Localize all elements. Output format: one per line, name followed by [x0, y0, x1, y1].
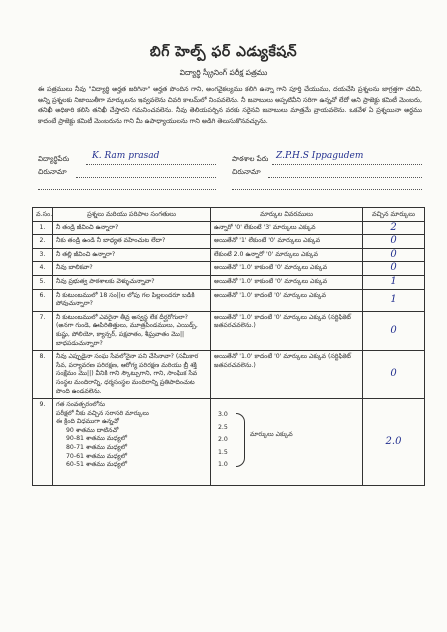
student-name-label: విద్యార్థిపేరు — [38, 155, 70, 163]
row-number: 8. — [33, 351, 53, 399]
student-name-value: K. Ram prasad — [92, 151, 160, 161]
row-number: 5. — [33, 275, 53, 289]
row-marks-rule: అయితేనో '1' లేకుంటే '0' మార్కులు ఎక్కువ — [211, 235, 363, 249]
row-number: 3. — [33, 248, 53, 262]
grade-scale-value: 1.5 — [218, 448, 228, 456]
row-question: నీ కుటుంబములో ఎవరైనా తీవ్ర అస్వస్థ లేక దీర్ఘరోగులా? (అనగా గుండె, ఊపిరితిత్తులు, మూత్రపిండములు, ఎయిడ్స్, కుష్టు, పోలియో, క్యాన్సర్, పక్షవాతం, శీఘ్రవాతం మొ|| బాధపడుచున్నారా? — [53, 311, 211, 350]
address-label-right: చిరునామా — [232, 168, 261, 176]
row-number: 1. — [33, 221, 53, 235]
row-answer: 0 — [363, 235, 425, 249]
grade-marks-label: మార్కులు ఎక్కువ — [250, 431, 293, 439]
row-question: నీ తల్లి జీవించి ఉన్నారా? — [53, 248, 211, 262]
address-line-left-1 — [76, 177, 216, 178]
intro-paragraph: ఈ పత్రములు నీవు "విద్యార్థి అర్హత జరిగినా" అర్హత పొందిన గాని, అంగవైకల్యము కలిగి ఉన్నా గాని పూర్తి చేయుము, దయచేసి ప్రశ్నలను జాగ్రత్తగా చదివి, అన్ని ప్రశ్నలకు నిజాయితీగా మార్కులను ఇవ్వవలెను చివరి కాలమ్‌లో నింపవలెను. నీ జవాబులు అప్పటివీని సరిగా ఉన్నవో లేదో అని ప్రాజెక్టు కమిటీ మెంబరు, తనిఖీ అధికారి కలిసి తనిఖీ చేస్తారని గమనించవలెను. నీవు తెలియపర్చిన వరకు సరైనవి జవాబులు మాత్రమే వ్రాయవలెను. ఒకవేళ ఏ ప్రశ్నయినా అర్థము కాదంటే ప్రాజెక్టు కమిటీ మెంబరును గాని మీ ఉపాధ్యాయులను గాని అడిగి తెలుసుకొనవచ్చును. — [38, 85, 422, 125]
address-line-right-2 — [232, 189, 422, 190]
row-marks-rule: అయితేనో '1.0' కాదంటే '0' మార్కులు ఎక్కువ (సర్టిఫికెట్ జతపరచవలెను.) — [211, 351, 363, 399]
address-line-right-1 — [268, 177, 422, 178]
row-question: నీ కుటుంబములో 18 సం||ల లోపు గల పిల్లలందరూ బడికి పోవుచున్నారా? — [53, 289, 211, 311]
table-row — [33, 235, 425, 249]
row-question: నీకు తండ్రి ఉండి నీ బాధ్యత వహించుట లేదా? — [53, 235, 211, 249]
form-subtitle: విద్యార్థి స్క్రీనింగ్ పరీక్ష పత్రము — [179, 68, 268, 77]
row-number: 2. — [33, 235, 53, 249]
grade-line: గత సంవత్సరంలోను — [56, 401, 105, 409]
grade-line: పరీక్షలో నీకు వచ్చిన సరాసరి మార్కులు — [56, 409, 149, 417]
grade-scale-value: 3.0 — [218, 411, 228, 419]
grade-line: 70-61 శాతము మధ్యలో — [66, 452, 127, 460]
table-row — [33, 399, 425, 486]
grade-line: ఈ క్రింది విధముగా ఉన్నచో — [56, 418, 119, 426]
row-answer: 1 — [363, 275, 425, 289]
table-row — [33, 351, 425, 399]
row-number: 4. — [33, 262, 53, 276]
header-obtained: వచ్చిన మార్కులు — [363, 208, 425, 222]
grade-scale-value: 2.0 — [218, 436, 228, 444]
row-question: నీవు బాలికవా? — [53, 262, 211, 276]
row-marks-rule — [211, 399, 363, 486]
table-row — [33, 248, 425, 262]
row-answer: 2 — [363, 221, 425, 235]
row-marks-rule: లేకుంటే 2.0 ఉన్నారో '0' మార్కులు ఎక్కువ — [211, 248, 363, 262]
grade-scale-value: 1.0 — [218, 461, 228, 469]
row-answer: 0 — [363, 311, 425, 350]
form-title: బిగ్ హెల్ప్ ఫర్ ఎడ్యుకేషన్ — [149, 44, 298, 60]
table-header-row — [33, 208, 425, 222]
table-row — [33, 289, 425, 311]
row-question: నీవు ప్రభుత్వ పాఠశాలకు వెళ్ళుచున్నావా? — [53, 275, 211, 289]
school-name-line — [272, 164, 422, 165]
row-question: నీ తండ్రి జీవించి ఉన్నారా? — [53, 221, 211, 235]
row-number: 7. — [33, 311, 53, 350]
brace-shape — [236, 413, 245, 467]
table-row — [33, 311, 425, 350]
screening-table — [32, 207, 425, 486]
row-marks-rule: అయితేనో '1.0' కాకుంటే '0' మార్కులు ఎక్కువ — [211, 275, 363, 289]
grade-scale — [218, 411, 228, 474]
grade-scale-block — [214, 401, 359, 483]
grade-line: 90-81 శాతము మధ్యలో — [66, 435, 127, 443]
row-question — [53, 399, 211, 486]
row-number: 9. — [33, 399, 53, 486]
row-marks-rule: అయితేనో '1.0' కాకుంటే '0' మార్కులు ఎక్కువ — [211, 262, 363, 276]
grade-line: 90 శాతము దాటినచో — [66, 426, 119, 434]
row-answer: 0 — [363, 248, 425, 262]
row-answer: 0 — [363, 262, 425, 276]
grade-scale-value: 2.5 — [218, 423, 228, 431]
school-name-label: పాఠశాల పేరు — [232, 155, 269, 163]
header-serial: వ.సం. — [33, 208, 53, 222]
row-answer: 1 — [363, 289, 425, 311]
grade-line: 80-71 శాతము మధ్యలో — [66, 444, 127, 452]
school-name-value: Z.P.H.S Ippagudem — [276, 151, 364, 161]
row-answer: 0 — [363, 351, 425, 399]
grade-line: 60-51 శాతము మధ్యలో — [66, 461, 127, 469]
row-marks-rule: అయితేనో '1.0' కాదంటే '0' మార్కులు ఎక్కువ — [211, 289, 363, 311]
row-number: 6. — [33, 289, 53, 311]
address-label-left: చిరునామా — [38, 168, 67, 176]
address-line-left-2 — [38, 189, 216, 190]
row-answer: 2.0 — [363, 399, 425, 486]
table-row — [33, 262, 425, 276]
row-marks-rule: ఉన్నారో '0' లేకుంటే '3' మార్కులు ఎక్కువ — [211, 221, 363, 235]
student-name-line — [86, 164, 216, 165]
header-question: ప్రశ్నలు మరియు పరిపాల సంగతులు — [53, 208, 211, 222]
row-marks-rule: అయితేనో '1.0' కాదంటే '0' మార్కులు ఎక్కువ (సర్టిఫికెట్ జతపరచవలెను.) — [211, 311, 363, 350]
row-question: నీవు ఎప్పుడైనా సంఘ సేవలోనైనా పని చేసినావా? (సమీకార సేవ, పర్యావరణ పరిరక్షణ, ఆరోగ్య పరిరక్షణ మరియు బ్రీ శక్తి సంక్షేమం మొ||) వీనికి గాని స్కౌట్సుగాని, గాని, సాంఘిక సేవ సంస్థల మందిరాన్ని, ధర్మసంస్థల మందిరాన్ని ప్రతిపాదించుట పొంది ఉండవలెను. — [53, 351, 211, 399]
table-row — [33, 275, 425, 289]
header-marks: మార్కుల వివరములు — [211, 208, 363, 222]
table-row — [33, 221, 425, 235]
